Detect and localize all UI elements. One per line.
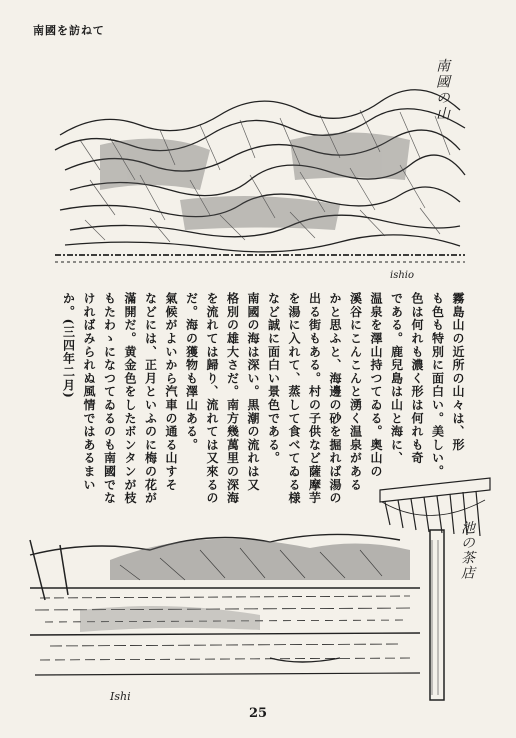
text-line: 温泉を澤山持つてゐる。奥山の [369, 292, 383, 479]
bottom-illustration-caption: 池の茶店 [459, 520, 475, 580]
text-line: である。鹿兒島は山と海に、 [389, 292, 404, 465]
text-line: を流れては歸り、流れては又來るの [205, 292, 219, 505]
text-line: 色は何れも濃く形は何れも奇 [410, 292, 424, 465]
text-line: か。(三四年二月) [61, 292, 76, 400]
text-line: など誠に面白い景色である。 [266, 292, 281, 465]
page-number: 25 [248, 706, 268, 721]
text-line: かと思ふと、海邊の砂を掘れば湯の [328, 292, 342, 505]
text-line: 滿開だ。黄金色をしたボンタンが枝 [123, 292, 137, 505]
text-line: 溪谷にこんこんと湧く温泉がある [348, 292, 363, 492]
mountain-illustration [40, 40, 480, 295]
text-line: を湯に入れて、蒸して食べてゐる様 [287, 292, 301, 505]
bottom-signature: Ishi [110, 690, 131, 703]
text-line: 氣候がよいから汽車の通る山すそ [164, 292, 178, 492]
text-line: 南國の海は深い。黒潮の流れは又 [246, 292, 260, 492]
text-line: だ。海の獲物も澤山ある。 [184, 292, 199, 452]
text-line: 霧島山の近所の山々は、形 [451, 292, 465, 452]
text-line: 出る街もある。村の子供など薩摩芋 [307, 292, 322, 505]
text-line: ければみられぬ風情ではあるまい [82, 292, 96, 492]
text-line: もたわゝになつてゐるのも南國でな [102, 292, 117, 505]
text-line: などには、正月といふのに梅の花が [143, 292, 158, 505]
top-illustration-caption: 南國の山 [434, 58, 450, 122]
running-header: 南國を訪ねて [33, 24, 105, 37]
top-signature: ishio [390, 270, 414, 281]
text-line: 格別の雄大さだ。南方幾萬里の深海 [225, 292, 240, 505]
text-line: も色も特別に面白い。美しい。 [430, 292, 445, 479]
pond-illustration [20, 470, 498, 705]
